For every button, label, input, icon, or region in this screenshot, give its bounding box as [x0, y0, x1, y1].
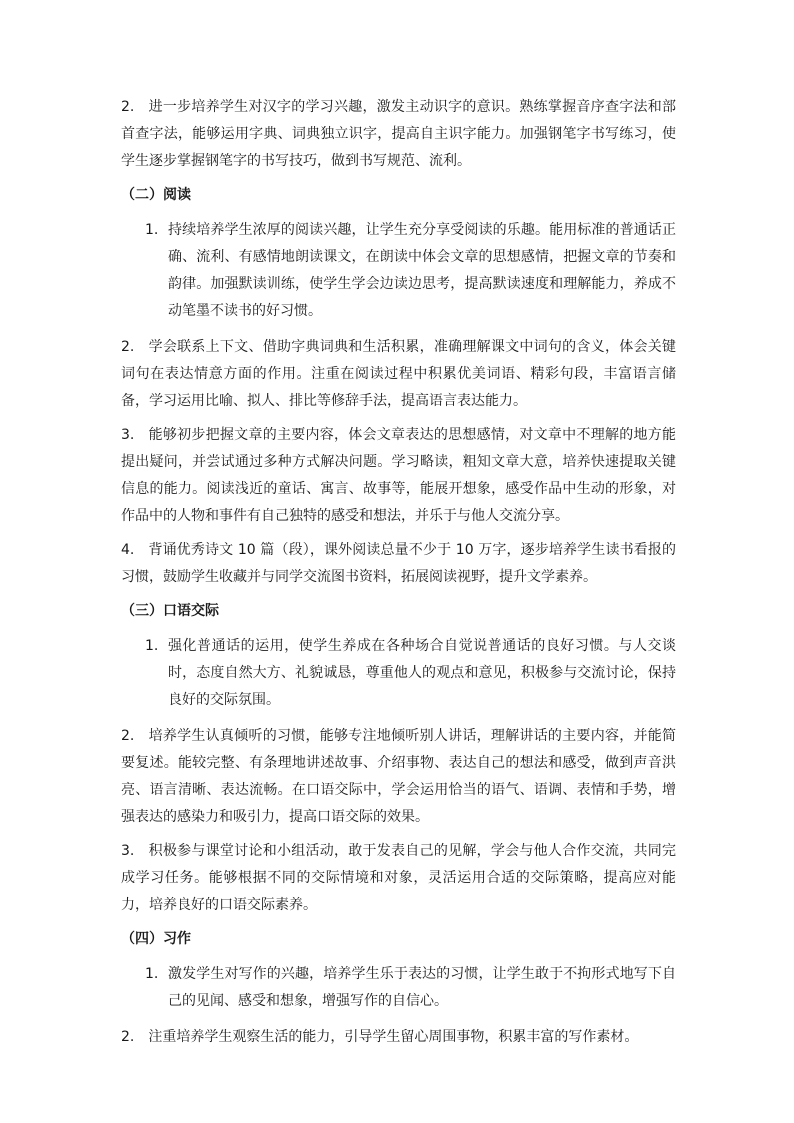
paragraph-text: 进一步培养学生对汉字的学习兴趣，激发主动识字的意识。熟练掌握音序查字法和部首查字法，能够运用字典、词典独立识字，提高自主识字能力。加强钢笔字书写练习，使学生逐步掌握钢笔字的书写技巧，做到书写规范、流利。 — [121, 99, 676, 169]
section-heading-writing: （四）习作 — [121, 931, 191, 947]
paragraph-oral-2 — [121, 723, 676, 831]
item-number: 4. — [121, 542, 135, 558]
item-number: 1. — [145, 222, 159, 238]
item-number: 1. — [145, 638, 159, 654]
list-item-oral-1 — [121, 633, 676, 714]
paragraph-text: 背诵优秀诗文 10 篇（段），课外阅读总量不少于 10 万字，逐步培养学生读书看报的习惯，鼓励学生收藏并与同学交流图书资料，拓展阅读视野，提升文学素养。 — [121, 542, 676, 585]
item-number: 1. — [145, 966, 159, 982]
item-number: 2. — [121, 1029, 135, 1045]
paragraph-text: 积极参与课堂讨论和小组活动，敢于发表自己的见解，学会与他人合作交流，共同完成学习任务。能够根据不同的交际情境和对象，灵活运用合适的交际策略，提高应对能力，培养良好的口语交际素养。 — [121, 843, 676, 913]
list-item-reading-1 — [121, 217, 676, 325]
paragraph-text: 能够初步把握文章的主要内容，体会文章表达的思想感情，对文章中不理解的地方能提出疑问，并尝试通过多种方式解决问题。学习略读，粗知文章大意，培养快速提取关键信息的能力。阅读浅近的童话、寓言、故事等，能展开想象，感受作品中生动的形象，对作品中的人物和事件有自己独特的感受和想法，并乐于与他人交流分享。 — [121, 427, 676, 524]
item-number: 2. — [121, 728, 135, 744]
item-number: 2. — [121, 339, 135, 355]
paragraph-text: 学会联系上下文、借助字典词典和生活积累，准确理解课文中词句的含义，体会关键词句在表达情意方面的作用。注重在阅读过程中积累优美词语、精彩句段，丰富语言储备，学习运用比喻、拟人、排比等修辞手法，提高语言表达能力。 — [121, 339, 676, 409]
paragraph-reading-2 — [121, 334, 676, 415]
list-item-writing-1 — [121, 961, 676, 1015]
item-number: 2. — [121, 99, 135, 115]
paragraph-text: 激发学生对写作的兴趣，培养学生乐于表达的习惯，让学生敢于不拘形式地写下自己的见闻、感受和想象，增强写作的自信心。 — [168, 966, 676, 1009]
section-heading-reading: （二）阅读 — [121, 187, 191, 203]
paragraph-text: 持续培养学生浓厚的阅读兴趣，让学生充分享受阅读的乐趣。能用标准的普通话正确、流利、有感情地朗读课文，在朗读中体会文章的思想感情，把握文章的节奏和韵律。加强默读训练，使学生学会边读边思考，提高默读速度和理解能力，养成不动笔墨不读书的好习惯。 — [168, 222, 676, 319]
paragraph-text: 培养学生认真倾听的习惯，能够专注地倾听别人讲话，理解讲话的主要内容，并能简要复述。能较完整、有条理地讲述故事、介绍事物、表达自己的想法和感受，做到声音洪亮、语言清晰、表达流畅。在口语交际中，学会运用恰当的语气、语调、表情和手势，增强表达的感染力和吸引力，提高口语交际的效果。 — [121, 728, 676, 825]
section-heading-oral: （三）口语交际 — [121, 603, 219, 619]
item-number: 3. — [121, 427, 135, 443]
paragraph-text: 注重培养学生观察生活的能力，引导学生留心周围事物，积累丰富的写作素材。 — [148, 1029, 639, 1045]
paragraph-literacy-2 — [121, 94, 676, 175]
paragraph-reading-4 — [121, 537, 676, 591]
paragraph-oral-3 — [121, 838, 676, 919]
item-number: 3. — [121, 843, 135, 859]
paragraph-reading-3 — [121, 422, 676, 530]
paragraph-text: 强化普通话的运用，使学生养成在各种场合自觉说普通话的良好习惯。与人交谈时，态度自然大方、礼貌诚恳，尊重他人的观点和意见，积极参与交流讨论，保持良好的交际氛围。 — [168, 638, 676, 708]
paragraph-writing-2 — [121, 1024, 676, 1051]
